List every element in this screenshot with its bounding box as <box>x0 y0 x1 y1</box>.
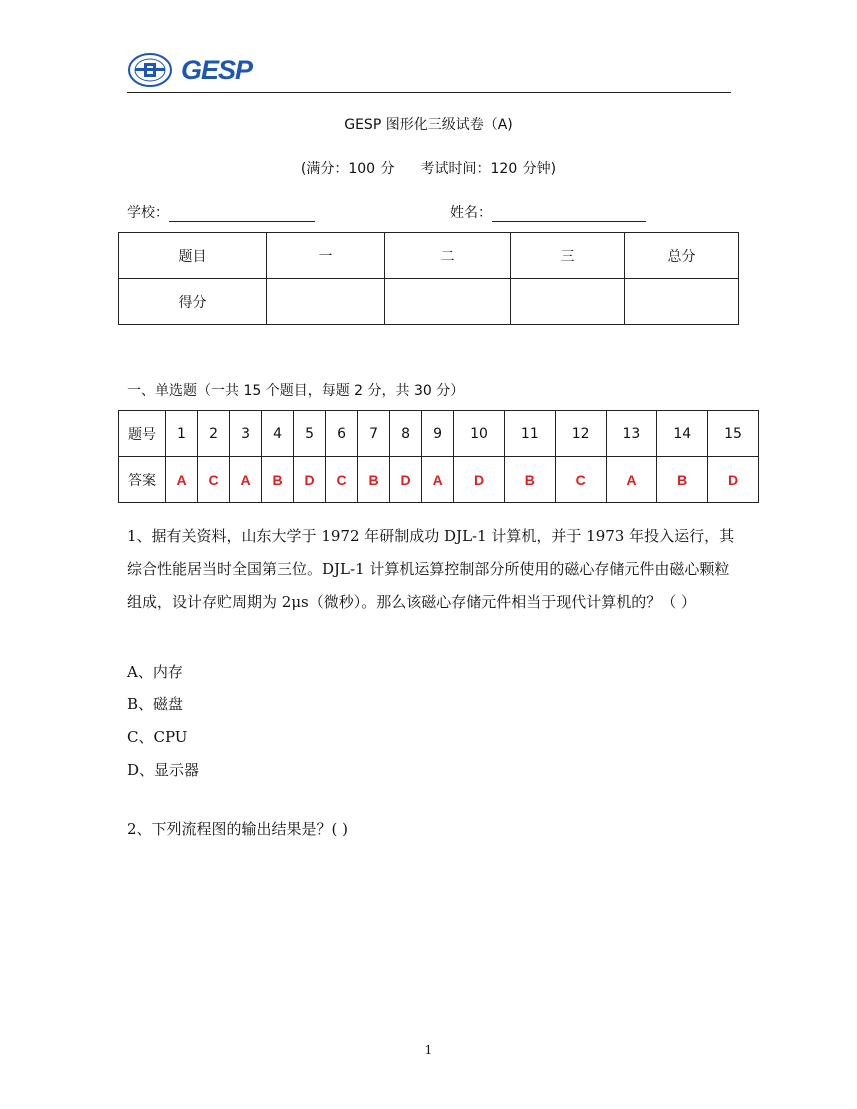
answer-table-answer-row <box>119 457 759 503</box>
score-row-label: 得分 <box>119 279 267 325</box>
question-number-cell: 11 <box>504 411 555 457</box>
answer-cell: C <box>326 457 358 503</box>
full-score: (满分：100 分 <box>300 161 395 177</box>
question-number-cell: 3 <box>230 411 262 457</box>
answer-cell: A <box>166 457 198 503</box>
school-label: 学校： <box>127 205 169 221</box>
answer-cell: A <box>606 457 657 503</box>
answer-cell: D <box>708 457 759 503</box>
header <box>127 52 731 92</box>
logo <box>127 52 252 88</box>
question-number-cell: 5 <box>294 411 326 457</box>
answer-cell: C <box>198 457 230 503</box>
answer-row-label: 答案 <box>119 457 166 503</box>
score-table <box>118 232 739 325</box>
section-heading: 一、单选题（一共 15 个题目，每题 2 分，共 30 分） <box>127 383 465 399</box>
exam-time: 考试时间：120 分钟) <box>420 161 557 177</box>
name-field <box>450 202 646 222</box>
answer-cell: B <box>504 457 555 503</box>
number-row-label: 题号 <box>119 411 166 457</box>
score-header-cell: 三 <box>511 233 625 279</box>
answer-cell: D <box>390 457 422 503</box>
question-number-cell: 7 <box>358 411 390 457</box>
question-1-option-b: B、磁盘 <box>127 695 184 713</box>
question-number-cell: 9 <box>422 411 454 457</box>
answer-cell: B <box>262 457 294 503</box>
question-number-cell: 2 <box>198 411 230 457</box>
answer-table-number-row <box>119 411 759 457</box>
answer-cell: A <box>422 457 454 503</box>
question-1-option-d: D、显示器 <box>127 761 200 779</box>
score-header-cell: 二 <box>385 233 511 279</box>
score-header-cell: 一 <box>267 233 385 279</box>
score-cell[interactable] <box>511 279 625 325</box>
question-number-cell: 15 <box>708 411 759 457</box>
question-number-cell: 6 <box>326 411 358 457</box>
question-number-cell: 1 <box>166 411 198 457</box>
page-title: GESP 图形化三级试卷（A) <box>344 117 513 133</box>
ccf-seal-icon <box>127 52 173 88</box>
question-1-option-c: C、CPU <box>127 728 188 746</box>
name-label: 姓名： <box>450 205 492 221</box>
page-number: 1 <box>424 1043 433 1057</box>
answer-cell: A <box>230 457 262 503</box>
exam-info <box>0 158 857 178</box>
score-cell[interactable] <box>625 279 739 325</box>
question-number-cell: 10 <box>454 411 505 457</box>
answer-cell: B <box>358 457 390 503</box>
score-table-header-row <box>119 233 739 279</box>
header-divider <box>127 92 731 93</box>
score-table-row <box>119 279 739 325</box>
score-cell[interactable] <box>385 279 511 325</box>
answer-cell: D <box>454 457 505 503</box>
score-header-cell: 总分 <box>625 233 739 279</box>
question-2-text: 2、下列流程图的输出结果是？( ) <box>127 820 349 838</box>
question-1-text: 1、据有关资料，山东大学于 1972 年研制成功 DJL-1 计算机，并于 1973 年投入运行，其综合性能居当时全国第三位。DJL-1 计算机运算控制部分所使用的磁心存储元件由磁心颗粒组成，设计存贮周期为 2μs（微秒）。那么该磁心存储元件相当于现代计算机的？（ ） <box>127 527 735 611</box>
answer-table <box>118 410 759 503</box>
question-1-option-a: A、内存 <box>127 663 183 681</box>
answer-cell: B <box>657 457 708 503</box>
school-blank[interactable] <box>169 207 315 222</box>
question-number-cell: 8 <box>390 411 422 457</box>
score-header-cell: 题目 <box>119 233 267 279</box>
question-number-cell: 13 <box>606 411 657 457</box>
answer-cell: C <box>555 457 606 503</box>
name-blank[interactable] <box>492 207 646 222</box>
school-field <box>127 202 315 222</box>
question-number-cell: 14 <box>657 411 708 457</box>
brand-logo-text: GESP <box>181 54 253 85</box>
score-cell[interactable] <box>267 279 385 325</box>
question-number-cell: 4 <box>262 411 294 457</box>
answer-cell: D <box>294 457 326 503</box>
question-number-cell: 12 <box>555 411 606 457</box>
